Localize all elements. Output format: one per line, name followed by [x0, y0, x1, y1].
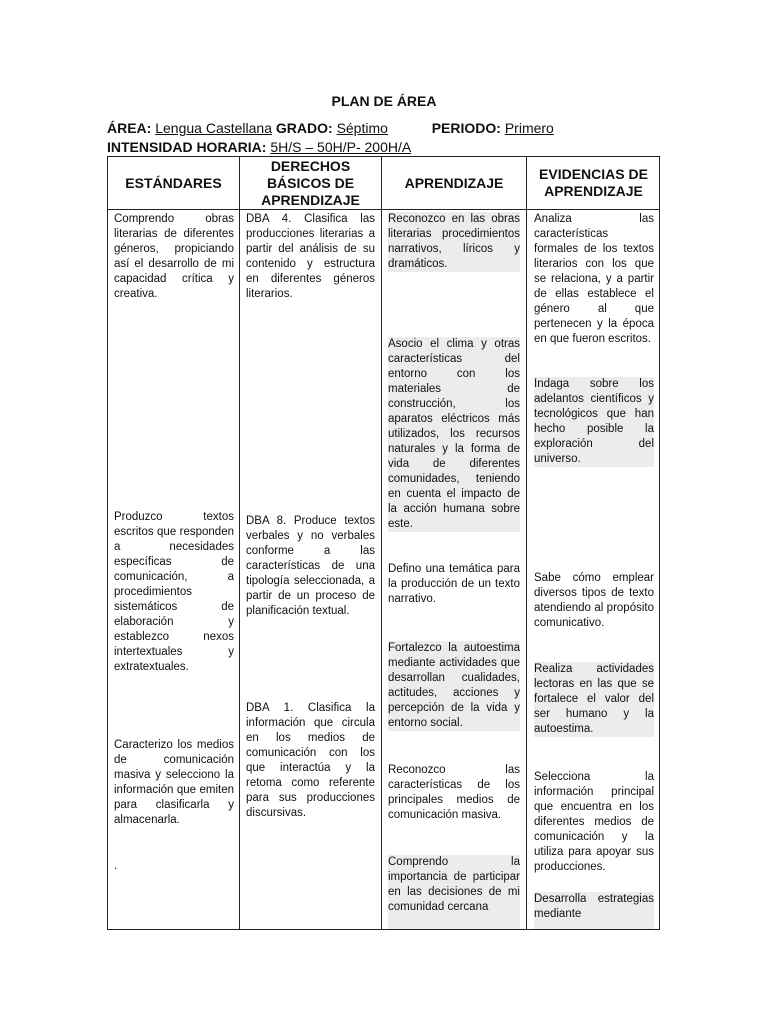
evidencia-cell: Desarrolla estrategias mediante — [534, 892, 654, 929]
grado-value: Séptimo — [336, 120, 388, 136]
column-divider — [526, 157, 527, 929]
plan-table — [107, 156, 660, 930]
header-divider — [108, 209, 659, 210]
intensidad-label: INTENSIDAD HORARIA: — [107, 139, 267, 155]
periodo-label: PERIODO: — [431, 120, 501, 136]
derecho-cell: DBA 1. Clasifica la información que circula en los medios de comunicación con los que interactúa y la retoma como referente para sus producciones discursivas. — [246, 702, 375, 819]
area-value: Lengua Castellana — [155, 120, 272, 136]
periodo-value: Primero — [504, 120, 554, 136]
estandar-cell: Caracterizo los medios de comunicación masiva y selecciono la información que emiten para clasificarla y almacenarla. — [114, 739, 234, 826]
column-header-derechos: DERECHOS BÁSICOS DE APRENDIZAJE — [261, 157, 360, 208]
aprendizaje-cell: Defino una temática para la producción de un texto narrativo. — [388, 563, 520, 605]
derecho-cell: DBA 8. Produce textos verbales y no verbales conforme a las características de una tipología seleccionada, a partir de un proceso de planificación textual. — [246, 515, 375, 617]
grado-label: GRADO: — [275, 120, 333, 136]
column-divider — [239, 157, 240, 929]
evidencia-cell: Analiza las características formales de los textos literarios con los que se relaciona, y a partir de ellas establece el género al que pertenecen y la época en que fueron escritos. — [534, 213, 654, 345]
aprendizaje-cell: Asocio el clima y otras características del entorno con los materiales de construcción, los aparatos eléctricos más utilizados, los recursos naturales y la forma de vida de diferentes comunidades, teniendo en cuenta el impacto de la acción humana sobre este. — [388, 338, 520, 530]
page-title: PLAN DE ÁREA — [331, 93, 437, 109]
aprendizaje-cell: Comprendo la importancia de participar en las decisiones de mi comunidad cercana — [388, 855, 520, 929]
estandar-cell: . — [114, 860, 118, 872]
header-intensidad-line — [107, 139, 411, 155]
area-label: ÁREA: — [107, 120, 152, 136]
evidencia-cell: Sabe cómo emplear diversos tipos de texto atendiendo al propósito comunicativo. — [534, 572, 654, 629]
estandar-cell: Produzco textos escritos que responden a necesidades específicas de comunicación, a procedimientos sistemáticos de elaboración y establezco nexos intertextuales y extratextuales. — [114, 511, 234, 673]
aprendizaje-cell: Reconozco en las obras literarias procedimientos narrativos, líricos y dramáticos. — [388, 213, 520, 270]
estandar-cell: Comprendo obras literarias de diferentes géneros, propiciando así el desarrollo de mi capacidad crítica y creativa. — [114, 213, 234, 300]
evidencia-cell: Indaga sobre los adelantos científicos y tecnológicos que han hecho posible la exploración del universo. — [534, 378, 654, 465]
evidencia-cell: Realiza actividades lectoras en las que se fortalece el valor del ser humano y la autoestima. — [534, 663, 654, 735]
aprendizaje-cell: Reconozco las características de los principales medios de comunicación masiva. — [388, 764, 520, 821]
header-area-line — [107, 120, 554, 136]
column-divider — [381, 157, 382, 929]
column-header-aprendizaje: APRENDIZAJE — [404, 174, 504, 191]
evidencia-cell: Selecciona la información principal que encuentra en los diferentes medios de comunicación y la utiliza para apoyar sus producciones. — [534, 771, 654, 873]
column-header-evidencias: EVIDENCIAS DE APRENDIZAJE — [539, 166, 648, 199]
aprendizaje-cell: Fortalezco la autoestima mediante actividades que desarrollan cualidades, actitudes, acciones y percepción de la vida y entorno social. — [388, 642, 520, 729]
column-header-estandares: ESTÁNDARES — [125, 174, 222, 191]
derecho-cell: DBA 4. Clasifica las producciones literarias a partir del análisis de su contenido y estructura en diferentes géneros literarios. — [246, 213, 375, 300]
intensidad-value: 5H/S – 50H/P- 200H/A — [270, 139, 412, 155]
